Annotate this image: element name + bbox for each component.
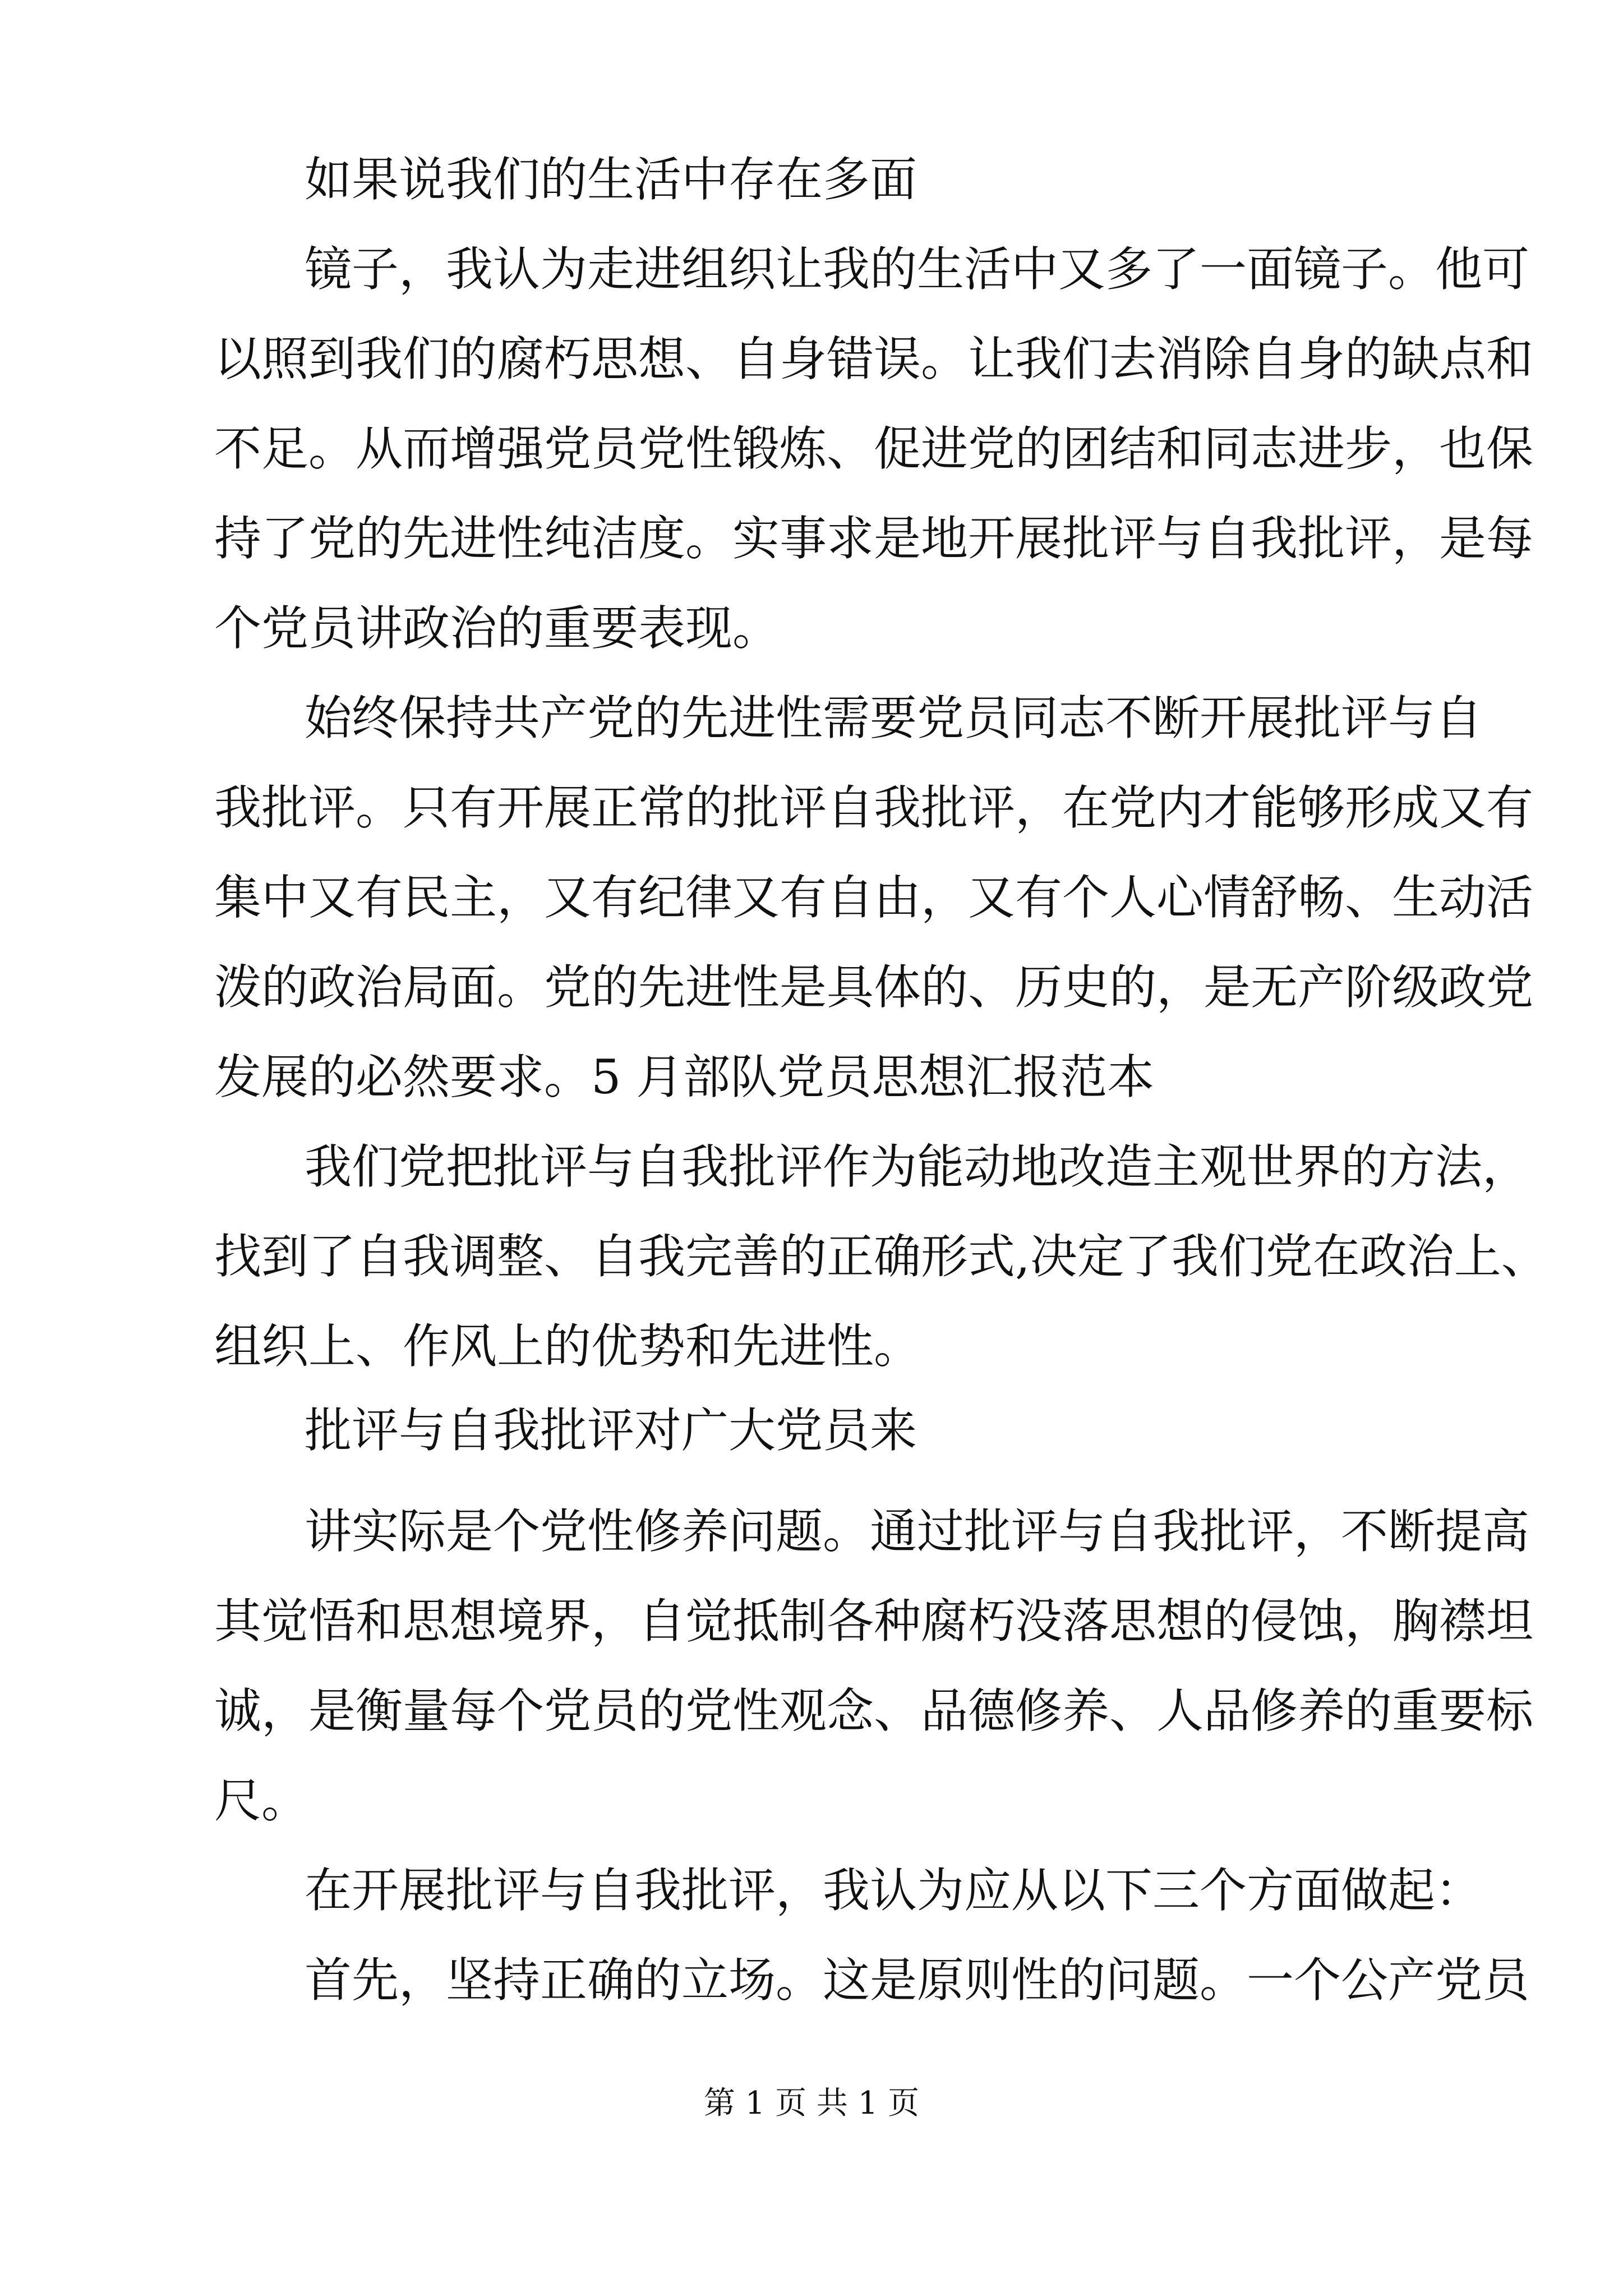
text-line: 我批评。只有开展正常的批评自我批评，在党内才能够形成又有 <box>214 780 1534 835</box>
text-line: 我们党把批评与自我批评作为能动地改造主观世界的方法， <box>305 1139 1530 1194</box>
text-line: 找到了自我调整、自我完善的正确形式,决定了我们党在政治上、 <box>214 1229 1548 1284</box>
text-line: 集中又有民主，又有纪律又有自由，又有个人心情舒畅、生动活 <box>214 870 1534 925</box>
text-line: 批评与自我批评对广大党员来 <box>305 1403 917 1458</box>
text-line: 以照到我们的腐朽思想、自身错误。让我们去消除自身的缺点和 <box>214 332 1534 386</box>
text-line: 个党员讲政治的重要表现。 <box>214 601 780 656</box>
text-line: 诚，是衡量每个党员的党性观念、品德修养、人品修养的重要标 <box>214 1683 1534 1738</box>
text-line: 讲实际是个党性修养问题。通过批评与自我批评，不断提高 <box>305 1504 1530 1559</box>
text-line: 首先，坚持正确的立场。这是原则性的问题。一个公产党员 <box>305 1953 1530 2008</box>
text-line: 组织上、作风上的优势和先进性。 <box>214 1319 921 1374</box>
text-line: 持了党的先进性纯洁度。实事求是地开展批评与自我批评，是每 <box>214 511 1534 566</box>
text-line: 发展的必然要求。5 月部队党员思想汇报范本 <box>214 1050 1155 1105</box>
text-line: 如果说我们的生活中存在多面 <box>305 152 917 207</box>
text-line: 不足。从而增强党员党性锻炼、促进党的团结和同志进步，也保 <box>214 421 1534 476</box>
text-line: 在开展批评与自我批评，我认为应从以下三个方面做起： <box>305 1863 1483 1918</box>
text-line: 始终保持共产党的先进性需要党员同志不断开展批评与自 <box>305 691 1483 746</box>
text-line: 尺。 <box>214 1773 309 1828</box>
text-line: 泼的政治局面。党的先进性是具体的、历史的，是无产阶级政党 <box>214 960 1534 1015</box>
text-line: 镜子，我认为走进组织让我的生活中又多了一面镜子。他可 <box>305 242 1530 297</box>
page-footer: 第 1 页 共 1 页 <box>703 2085 920 2122</box>
text-line: 其觉悟和思想境界，自觉抵制各种腐朽没落思想的侵蚀，胸襟坦 <box>214 1594 1534 1649</box>
